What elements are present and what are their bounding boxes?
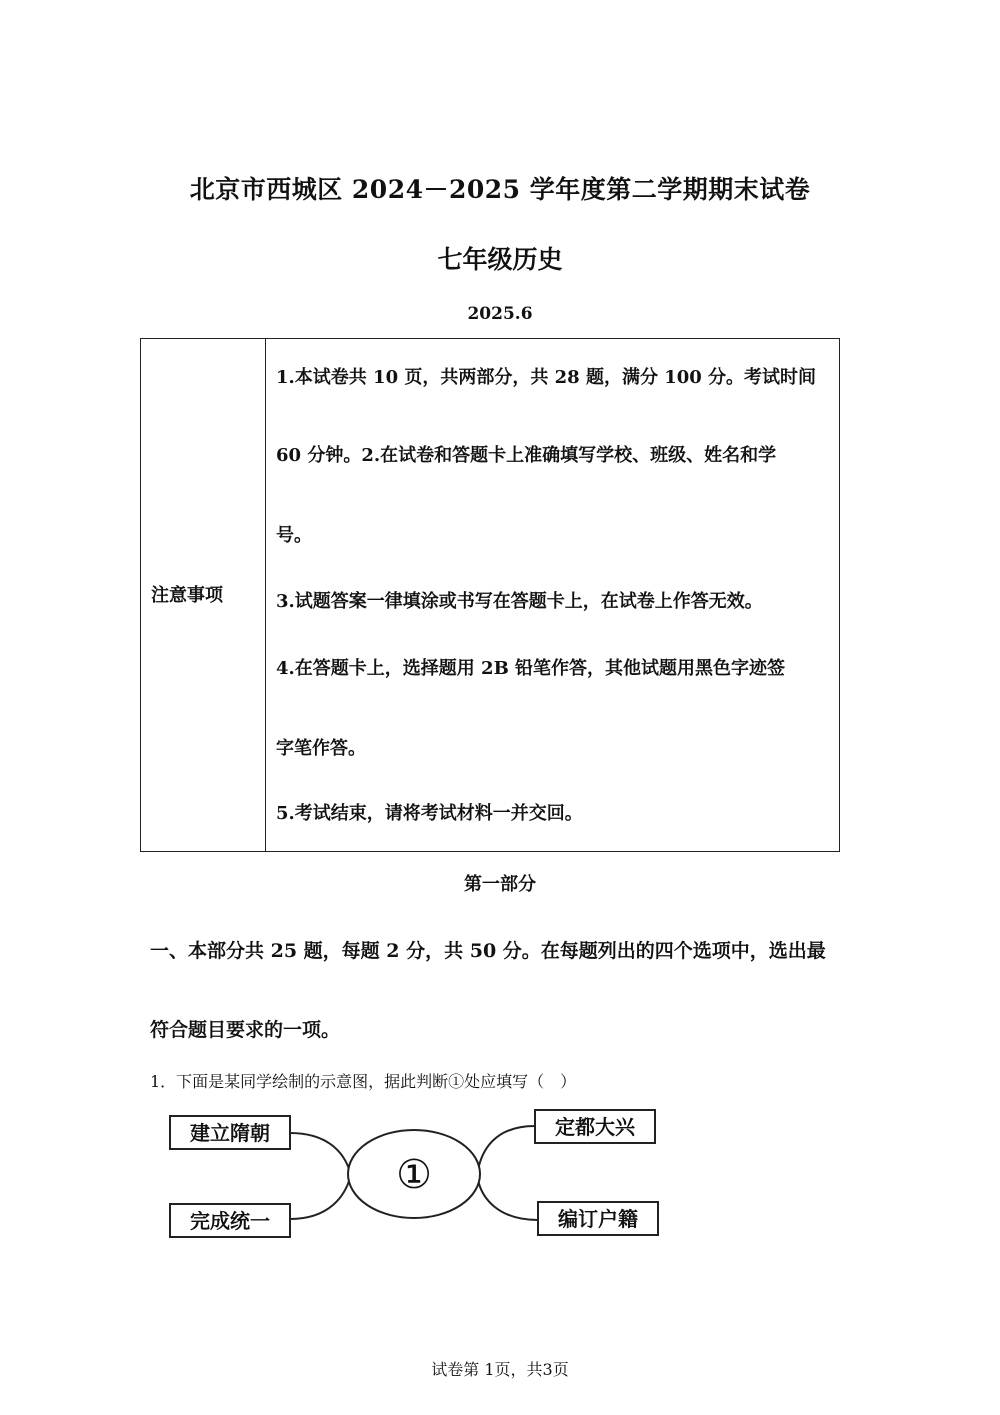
connector-line	[290, 1178, 350, 1219]
notice-line: 1.本试卷共 10 页，共两部分，共 28 题，满分 100 分。考试时间	[276, 367, 817, 388]
notice-line: 5.考试结束，请将考试材料一并交回。	[276, 803, 583, 824]
section-instruction: 一、本部分共 25 题，每题 2 分，共 50 分。在每题列出的四个选项中，选出最	[150, 940, 826, 962]
connector-line	[290, 1133, 350, 1172]
section-instruction: 符合题目要求的一项。	[150, 1019, 341, 1041]
table-divider	[265, 339, 266, 851]
notice-table	[140, 338, 840, 852]
box-label: 完成统一	[190, 1209, 270, 1233]
box-label: 编订户籍	[558, 1207, 638, 1231]
part-title: 第一部分	[464, 874, 536, 895]
notice-line: 60 分钟。2.在试卷和答题卡上准确填写学校、班级、姓名和学	[276, 445, 777, 466]
connector-line	[478, 1180, 538, 1220]
exam-date: 2025.6	[467, 304, 533, 324]
exam-title: 北京市西城区 2024－2025 学年度第二学期期末试卷	[189, 175, 811, 204]
box-label: 定都大兴	[555, 1115, 635, 1139]
notice-line: 字笔作答。	[276, 738, 366, 759]
box-label: 建立隋朝	[190, 1121, 270, 1145]
mind-map-diagram	[160, 1100, 670, 1248]
question-1-text: 1．下面是某同学绘制的示意图，据此判断①处应填写（ ）	[150, 1072, 577, 1091]
notice-line: 4.在答题卡上，选择题用 2B 铅笔作答，其他试题用黑色字迹签	[276, 658, 786, 679]
page-footer: 试卷第 1页，共3页	[431, 1360, 569, 1379]
center-label: ①	[396, 1152, 432, 1198]
connector-line	[478, 1126, 535, 1170]
notice-line: 3.试题答案一律填涂或书写在答题卡上，在试卷上作答无效。	[276, 591, 763, 612]
notice-line: 号。	[276, 525, 312, 546]
exam-subtitle: 七年级历史	[437, 245, 563, 274]
notice-label: 注意事项	[151, 585, 223, 606]
